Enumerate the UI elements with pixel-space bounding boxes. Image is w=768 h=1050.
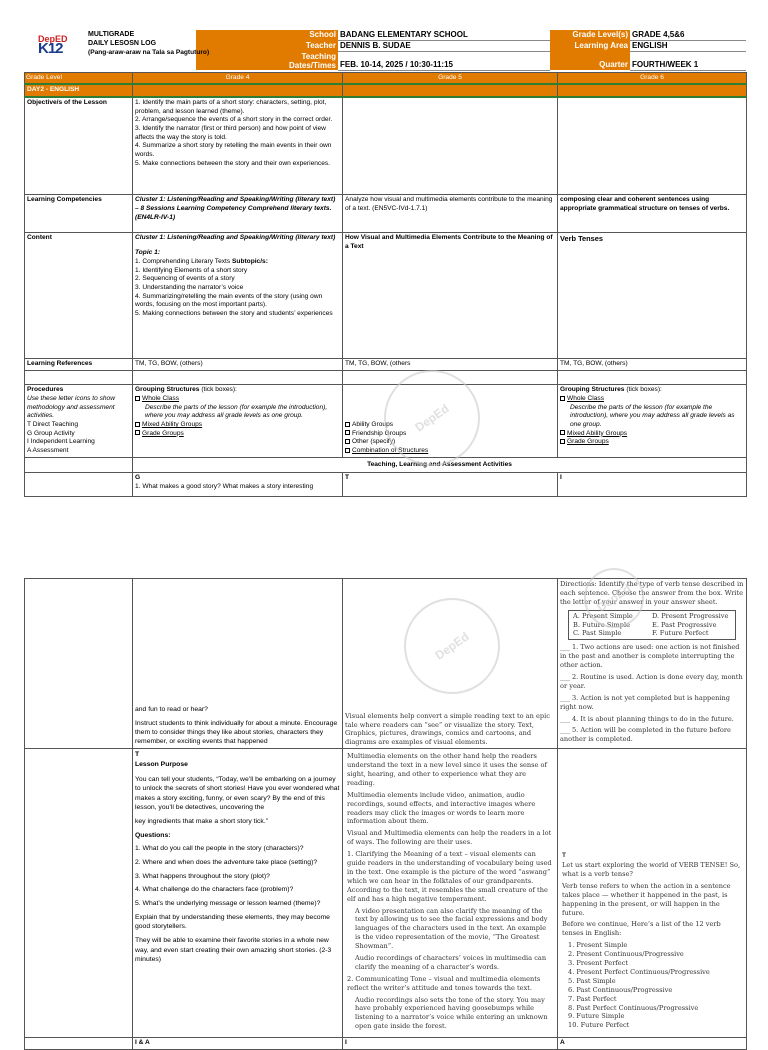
checkbox-mixed-g6[interactable]	[560, 430, 565, 435]
dates-value: FEB. 10-14, 2025 / 10:30-11:15	[338, 52, 550, 70]
objectives-row: Objective/s of the Lesson 1. Identify the main parts of a short story: characters, setting, plot, problem, and lesson learned (theme). 2. Arrange/sequence the events of a short story in the correct order. 3. Identify the narrator (first or third person) and how point of view affects the way the story is told. 4. Summarize a short story by retelling the main events in their own words. 5. Make connections between the story and their own experiences.	[25, 97, 747, 195]
area-label: Learning Area	[550, 41, 630, 52]
deped-k12-logo: DepED K12 MULTIGRADE DAILY LESOSN LOG (Pang-araw-araw na Tala sa Pagtuturo)	[38, 31, 210, 57]
quarter-label: Quarter	[550, 52, 630, 70]
checkbox-friendship-groups[interactable]	[345, 430, 350, 435]
school-label: School	[196, 30, 338, 41]
grade-level-row: Grade Level Grade 4 Grade 5 Grade 6	[25, 72, 747, 84]
grade-value: GRADE 4,5&6	[630, 30, 746, 41]
competencies-row: Learning Competencies Cluster 1: Listening/Reading and Speaking/Writing (literary text) – 8 Sessions Learning Competency Comprehend literary texts. (EN4LR-IV-1) Analyze how visual and multimedia elements contribute to the meaning of a text. (EN5VC-IVd-1.7.1) composing clear and coherent sentences using appropriate grammatical structure on tenses of verbs.	[25, 195, 747, 233]
grade-label: Grade Level(s)	[550, 30, 630, 41]
header-table	[24, 30, 746, 71]
continued-row-1: and fun to read or hear? Instruct students to think individually for about a minute. Encourage them to consider things they like about stories, characters they remember, or exciting events that happened Visual elements help convert a simple reading text to an epic tale where readers can “see” or visualize the story. Text, Graphics, pictures, drawings, comics and cartoons, and diagrams are examples of visual elements. Directions: Identify the type of verb tense described in each sentence. Choose the answer from the box. Write the letter of your answer in your answer sheet. A. Present Simple D. Present Progressive B. Future Simple E. Past Progressive C. Past Simple F. Future Perfect ___ 1. Two actions are used: one action is not finished in the past and another is complete interrupting the other action. ___ 2. Routine is used. Action is done every day, month or year. ___ 3. Action is not yet completed but is happening right now. ___ 4. It is about planning things to do in the future. ___ 5. Action will be completed in the future before another is completed.	[25, 579, 747, 749]
procedures-row: Procedures Use these letter icons to show methodology and assessment activities. T Direct Teaching G Group Activity I Independent Learning A Assessment Grouping Structures (tick boxes): Whole Class Describe the parts of the lesson (for example the introduction), where you may address all grade levels as one group. Mixed Ability Groups Grade Groups Ability Groups Friendship Groups Other (specify) Combination of Structures Grouping Structures (tick boxes): Whole Class Describe the parts of the lesson (for example the introduction), where you may address all grade levels as one group. Mixed Ability Groups Grade Groups	[25, 385, 747, 458]
content-row: Content Cluster 1: Listening/Reading and Speaking/Writing (literary text) Topic 1: 1. Comprehending Literary Texts Subtopic/s: 1. Identifying Elements of a short story 2. Sequencing of events of a story 3. Understanding the narrator’s voice 4. Summarizing/retelling the main events of the story (using own words, focusing on the most important parts). 5. Making connections between the story and students’ experiences How Visual and Multimedia Elements Contribute to the Meaning of a Text Verb Tenses	[25, 233, 747, 359]
lesson-log-page-1	[24, 30, 746, 512]
checkbox-grade-groups[interactable]	[135, 430, 140, 435]
checkbox-grade-groups-g6[interactable]	[560, 439, 565, 444]
checkbox-whole-class[interactable]	[135, 396, 140, 401]
lesson-log-page-2	[24, 578, 746, 1047]
watermark-seal-3: DepEd	[572, 556, 656, 640]
checkbox-ability-groups[interactable]	[345, 422, 350, 427]
checkbox-combination[interactable]	[345, 448, 350, 453]
teacher-value: DENNIS B. SUDAE	[338, 41, 550, 52]
watermark-seal: DepEd	[365, 351, 499, 485]
grade6-header: Grade 6	[558, 72, 747, 84]
dates-label: Teaching Dates/Times	[196, 52, 338, 70]
grade5-header: Grade 5	[343, 72, 558, 84]
area-value: ENGLISH	[630, 41, 746, 52]
checkbox-whole-class-g6[interactable]	[560, 396, 565, 401]
lesson-table	[24, 72, 747, 498]
quarter-value: FOURTH/WEEK 1	[630, 52, 746, 70]
continued-row-3: I & A I A	[25, 1038, 747, 1050]
subtitle: (Pang-araw-araw na Tala sa Pagtuturo)	[88, 49, 210, 56]
title-multigrade: MULTIGRADE	[88, 31, 135, 38]
activities-heading-row: Teaching, Learning and Assessment Activities	[25, 457, 747, 473]
school-value: BADANG ELEMENTARY SCHOOL	[338, 30, 550, 41]
teacher-label: Teacher	[196, 41, 338, 52]
continued-row-2: T Lesson Purpose You can tell your students, “Today, we’ll be embarking on a journey to unlock the secrets of short stories! Have you ever wondered what makes a story exciting, funny, or even scary? By the end of this lesson, you’ll be detectives, uncovering the key ingredients that make a short story tick.” Questions: 1. What do you call the people in the story (characters)? 2. Where and when does the adventure take place (setting)? 3. What happens throughout the story (plot)? 4. What challenge do the characters face (problem)? 5. What’s the underlying message or lesson learned (theme)? Explain that by understanding these elements, they may become good storytellers. They will be able to examine their favorite stories in a whole new way, and even start creating their own amazing short stories. (2-3 minutes) Multimedia elements on the other hand help the readers understand the text in a new level since it uses the sense of sight, hearing, and other to experience what they are reading. Multimedia elements include video, animation, audio recordings, sound effects, and interactive images where readers may click the images or words to learn more information about them. Visual and Multimedia elements can help the readers in a lot of ways. The following are their uses. 1. Clarifying the Meaning of a text – visual elements can guide readers in the understanding of vocabulary being used in the text. One example is the picture of the word “aswang” which we can hear in the folktales of our grandparents. According to the text, it resembles the small creature of the elf and has a high negative temperament. A video presentation can also clarify the meaning of the text by allowing us to see the facial expressions and body languages of the characters used in the text. An example is the video representation of the movie, “The Greatest Showman”. Audio recordings of characters’ voices in multimedia can clarify the meaning of a character’s words. 2. Communicating Tone – visual and multimedia elements reflect the writer’s attitude and tones towards the text. Audio recordings also sets the tone of the story. You may have probably experienced having goosebumps while listening to a narrator’s voice while entering an unknown open gate inside the forest. T Let us start exploring the world of VERB TENSE! So, what is a verb tense? Verb tense refers to when the action in a sentence takes place — whether it happened in the past, is happening in the present, or will happen in the future. Before we continue, Here’s a list of the 12 verb tenses in English: 1. Present Simple 2. Present Continuous/Progressive 3. Present Perfect 4. Present Perfect Continuous/Progressive 5. Past Simple 6. Past Continuous/Progressive 7. Past Perfect 8. Past Perfect Continuous/Progressive 9. Future Simple 10. Future Perfect	[25, 749, 747, 1038]
watermark-seal-2: DepEd	[385, 579, 519, 713]
grade4-header: Grade 4	[133, 72, 343, 84]
checkbox-mixed-ability[interactable]	[135, 422, 140, 427]
title-daily-log: DAILY LESOSN LOG	[88, 40, 157, 47]
day-row: DAY2 - ENGLISH	[25, 84, 747, 97]
checkbox-other[interactable]	[345, 439, 350, 444]
activities-row: G 1. What makes a good story? What makes a story interesting T I	[25, 473, 747, 497]
references-row: Learning References TM, TG, BOW, (others) TM, TG, BOW, (others TM, TG, BOW, (others)	[25, 359, 747, 371]
lesson-table-continued	[24, 578, 747, 1050]
